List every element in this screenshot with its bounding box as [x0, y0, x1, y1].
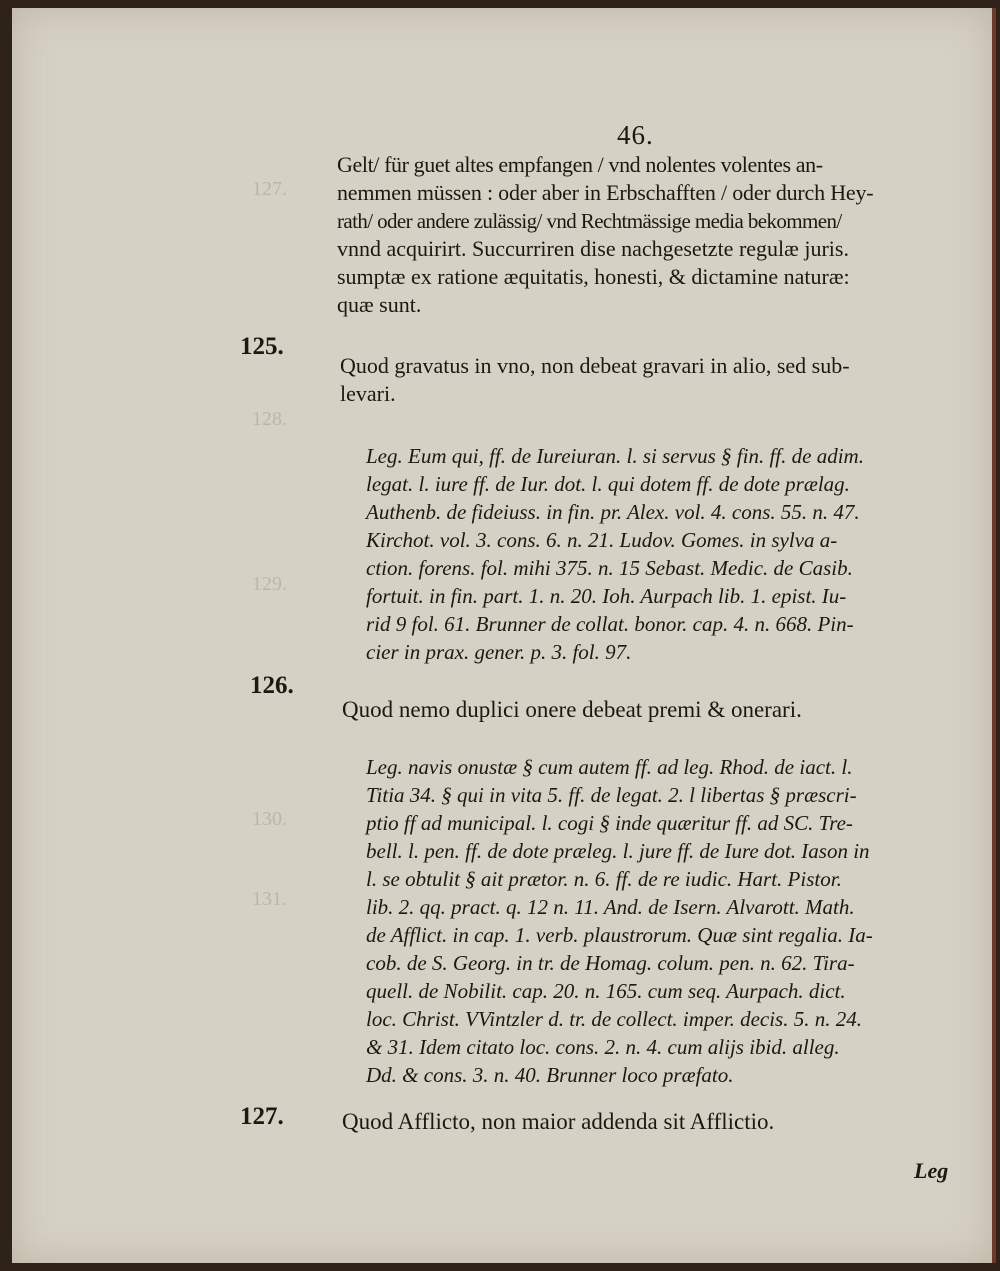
rule-line: Quod nemo duplici onere debeat premi & onerari.	[342, 697, 802, 722]
citation-line: Authenb. de fideiuss. in fin. pr. Alex. vol. 4. cons. 55. n. 47.	[366, 500, 860, 524]
intro-line: sumptæ ex ratione æquitatis, honesti, & dictamine naturæ:	[337, 264, 850, 289]
citation-block	[366, 753, 966, 1089]
page-number: 46.	[617, 120, 654, 150]
citation-line: Leg. navis onustæ § cum autem ff. ad leg. Rhod. de iact. l.	[366, 755, 853, 779]
intro-line: rath/ oder andere zulässig/ vnd Rechtmässige media bekommen/	[337, 209, 842, 233]
intro-paragraph	[337, 151, 965, 319]
bleed-through-mark: 129.	[252, 573, 287, 595]
citation-line: legat. l. iure ff. de Iur. dot. l. qui dotem ff. de dote prælag.	[366, 472, 850, 496]
citation-line: rid 9 fol. 61. Brunner de collat. bonor. cap. 4. n. 668. Pin-	[366, 612, 854, 636]
intro-line: Gelt/ für guet altes empfangen / vnd nolentes volentes an-	[337, 152, 823, 177]
citation-line: quell. de Nobilit. cap. 20. n. 165. cum seq. Aurpach. dict.	[366, 979, 846, 1003]
bleed-through-mark: 128.	[252, 408, 287, 430]
entry-number: 126.	[250, 672, 294, 699]
citation-line: Kirchot. vol. 3. cons. 6. n. 21. Ludov. Gomes. in sylva a-	[366, 528, 838, 552]
citation-line: & 31. Idem citato loc. cons. 2. n. 4. cum alijs ibid. alleg.	[366, 1035, 840, 1059]
citation-line: bell. l. pen. ff. de dote præleg. l. jure ff. de Iure dot. Iason in	[366, 839, 870, 863]
citation-line: Leg. Eum qui, ff. de Iureiuran. l. si servus § fin. ff. de adim.	[366, 444, 864, 468]
citation-line: ction. forens. fol. mihi 375. n. 15 Sebast. Medic. de Casib.	[366, 556, 853, 580]
entry-number: 125.	[240, 333, 284, 360]
rule-line: Quod gravatus in vno, non debeat gravari in alio, sed sub-	[340, 353, 850, 378]
rule-line: Quod Afflicto, non maior addenda sit Afflictio.	[342, 1109, 775, 1134]
citation-line: cier in prax. gener. p. 3. fol. 97.	[366, 640, 632, 664]
citation-line: ptio ff ad municipal. l. cogi § inde quæritur ff. ad SC. Tre-	[366, 811, 853, 835]
citation-line: lib. 2. qq. pract. q. 12 n. 11. And. de Isern. Alvarott. Math.	[366, 895, 855, 919]
intro-line: nemmen müssen : oder aber in Erbschafften / oder durch Hey-	[337, 180, 874, 205]
citation-line: loc. Christ. VVintzler d. tr. de collect. imper. decis. 5. n. 24.	[366, 1007, 862, 1031]
citation-line: Dd. & cons. 3. n. 40. Brunner loco præfato.	[366, 1063, 734, 1087]
citation-line: l. se obtulit § ait prætor. n. 6. ff. de re iudic. Hart. Pistor.	[366, 867, 842, 891]
catchword: Leg	[914, 1158, 949, 1183]
bleed-through-mark: 131.	[252, 888, 287, 910]
bleed-through-mark: 127.	[252, 178, 287, 200]
citation-block	[366, 442, 966, 666]
book-page	[12, 8, 996, 1263]
intro-line: vnnd acquirirt. Succurriren dise nachgesetzte regulæ juris.	[337, 236, 849, 261]
entry-number: 127.	[240, 1103, 284, 1130]
bleed-through-mark: 130.	[252, 808, 287, 830]
rule-line: levari.	[340, 381, 396, 406]
intro-line: quæ sunt.	[337, 292, 422, 317]
citation-line: de Afflict. in cap. 1. verb. plaustrorum. Quæ sint regalia. Ia-	[366, 923, 873, 947]
citation-line: Titia 34. § qui in vita 5. ff. de legat. 2. l libertas § præscri-	[366, 783, 857, 807]
citation-line: cob. de S. Georg. in tr. de Homag. colum. pen. n. 62. Tira-	[366, 951, 855, 975]
citation-line: fortuit. in fin. part. 1. n. 20. Ioh. Aurpach lib. 1. epist. Iu-	[366, 584, 847, 608]
